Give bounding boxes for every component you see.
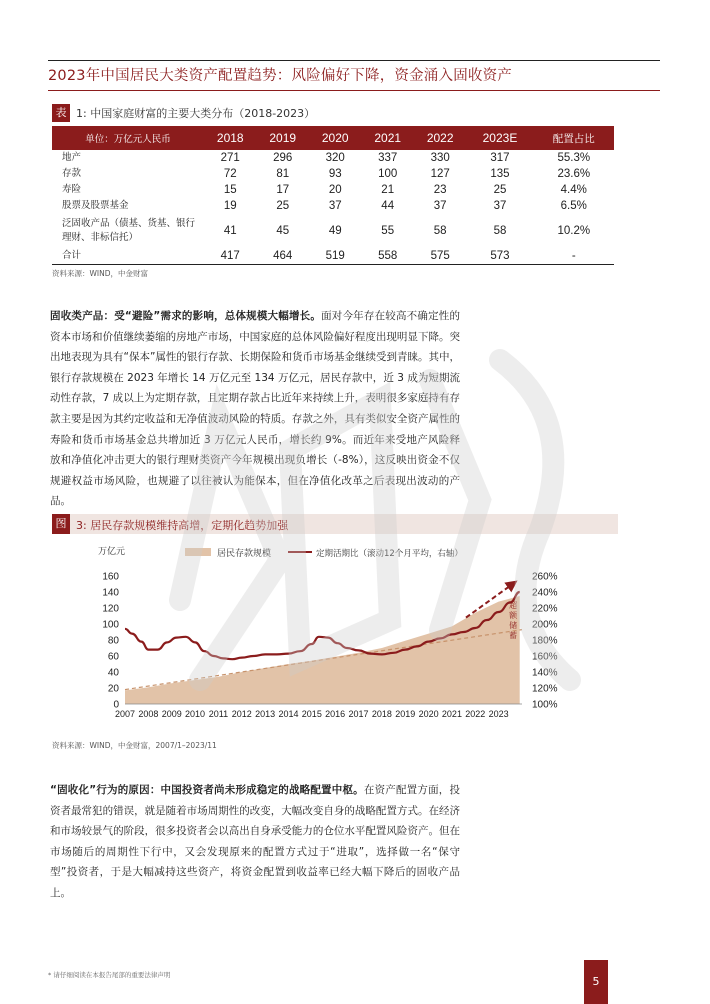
column-header: 2020: [309, 126, 361, 150]
table-cell: 58: [493, 225, 507, 237]
table-cell: 25: [276, 200, 290, 212]
y2-tick-label: 200%: [532, 619, 558, 631]
y-tick-label: 100: [102, 619, 119, 631]
table-cell: 135: [490, 168, 510, 180]
unit-header: 单位：万亿元人民币: [52, 126, 204, 150]
row-label: 合计: [52, 248, 204, 265]
table-header-row: [52, 126, 614, 150]
table-cell: 44: [381, 200, 395, 212]
table-row-total: [52, 248, 614, 265]
table-cell: 41: [223, 225, 237, 237]
table-cell: 23: [433, 184, 447, 196]
table-cell: 17: [276, 184, 290, 196]
table-caption: [76, 105, 315, 121]
x-tick-label: 2014: [278, 709, 299, 719]
table-cell: 127: [430, 168, 450, 180]
table-row: [52, 166, 614, 182]
table-cell: 330: [430, 152, 450, 164]
paragraph-fixed-income: [50, 306, 460, 512]
table-cell: 37: [433, 200, 447, 212]
paragraph-body: 在资产配置方面，投资者最常犯的错误，就是随着市场周期性的改变，大幅改变自身的战略配置方式。在经济和市场较景气的阶段，很多投资者会以高出自身承受能力的仓位水平配置风险资产。但在市场随后的周期性下行中，又会发现原来的配置方式过于“进取”，选择做一名“保守型”投资者，于是大幅减持这些资产，将资金配置到收益率已经大幅下降后的固收产品上。: [50, 784, 460, 899]
table-cell: 37: [493, 200, 507, 212]
row-label: 泛固收产品（债基、货基、银行理财、非标信托）: [62, 218, 196, 243]
table-cell: 21: [381, 184, 395, 196]
x-tick-label: 2016: [325, 709, 346, 719]
footer-disclaimer: * 请仔细阅读在本报告尾部的重要法律声明: [48, 971, 171, 979]
table-cell: 296: [273, 152, 293, 164]
y-tick-label: 60: [107, 651, 119, 663]
row-label: 地产: [62, 152, 82, 163]
x-tick-label: 2017: [348, 709, 369, 719]
x-tick-label: 2008: [138, 709, 159, 719]
column-header: 2022: [414, 126, 466, 150]
y-axis-unit: 万亿元: [98, 547, 126, 557]
table-cell: 25: [493, 184, 507, 196]
x-tick-label: 2021: [441, 709, 462, 719]
table-cell: 271: [220, 152, 240, 164]
table-cell: 519: [309, 248, 361, 265]
table-cell: 575: [414, 248, 466, 265]
y-tick-label: 40: [107, 667, 119, 679]
table-cell: 93: [328, 168, 342, 180]
x-tick-label: 2015: [301, 709, 322, 719]
figure-number: 3:: [76, 519, 87, 532]
x-tick-label: 2009: [161, 709, 182, 719]
x-tick-label: 2019: [395, 709, 416, 719]
x-tick-label: 2013: [255, 709, 276, 719]
paragraph-reasons: [50, 780, 460, 904]
table-cell: 37: [328, 200, 342, 212]
table-row: [52, 198, 614, 214]
y2-tick-label: 140%: [532, 667, 558, 679]
deposit-chart: [80, 538, 570, 724]
table-cell: 23.6%: [557, 168, 591, 180]
y-tick-label: 20: [107, 683, 119, 695]
y2-tick-label: 240%: [532, 587, 558, 599]
paragraph-lead: “固收化”行为的原因：中国投资者尚未形成稳定的战略配置中枢。: [50, 784, 364, 796]
row-label: 股票及股票基金: [62, 200, 129, 211]
annotation-char: 蓄: [509, 631, 518, 640]
table-cell: 45: [276, 225, 290, 237]
x-tick-label: 2018: [371, 709, 392, 719]
y-tick-label: 160: [102, 571, 119, 583]
table-cell: 55.3%: [557, 152, 591, 164]
annotation-char: 超: [509, 601, 518, 610]
y2-tick-label: 100%: [532, 699, 558, 711]
figure-tag: 图: [52, 514, 70, 534]
table-cell: 558: [361, 248, 413, 265]
table-number: 1:: [76, 107, 87, 120]
legend-label-deposits: 居民存款规模: [217, 549, 272, 559]
y-tick-label: 120: [102, 603, 119, 615]
table-cell: 100: [378, 168, 398, 180]
x-tick-label: 2023: [488, 709, 509, 719]
table-cell: 49: [328, 225, 342, 237]
figure-caption: [76, 517, 288, 533]
x-tick-label: 2022: [465, 709, 486, 719]
table-cell: 10.2%: [557, 225, 591, 237]
table-cell: 320: [325, 152, 345, 164]
table-cell: 72: [223, 168, 237, 180]
wealth-table: [52, 126, 614, 265]
x-tick-label: 2020: [418, 709, 439, 719]
top-rule: [48, 60, 660, 61]
legend-label-ratio: 定期活期比（滚动12个月平均，右轴）: [316, 549, 463, 559]
legend-swatch-deposits: [185, 548, 211, 556]
title-rule: [48, 90, 660, 91]
table-cell: 4.4%: [560, 184, 587, 196]
x-tick-label: 2007: [114, 709, 136, 719]
column-header: 配置占比: [534, 126, 614, 150]
y2-tick-label: 260%: [532, 571, 558, 583]
table-cell: 573: [466, 248, 533, 265]
column-header: 2019: [256, 126, 308, 150]
table-cell: 337: [378, 152, 398, 164]
y-tick-label: 80: [107, 635, 119, 647]
row-label: 寿险: [62, 184, 82, 195]
table-row: [52, 182, 614, 198]
table-row: [52, 214, 614, 248]
annotation-char: 额: [509, 611, 518, 620]
table-cell: 19: [223, 200, 237, 212]
table-cell: 81: [276, 168, 290, 180]
table-cell: 15: [223, 184, 237, 196]
row-label: 存款: [62, 168, 82, 179]
table-cell: 417: [204, 248, 256, 265]
table-cell: 20: [328, 184, 342, 196]
y-tick-label: 140: [102, 587, 119, 599]
table-source: 资料来源：WIND，中金财富: [52, 269, 149, 278]
table-cell: 6.5%: [560, 200, 587, 212]
column-header: 2018: [204, 126, 256, 150]
y-tick-label: 0: [113, 699, 119, 711]
table-tag: 表: [52, 104, 70, 122]
x-tick-label: 2011: [208, 709, 229, 719]
paragraph-lead: 固收类产品：受“避险”需求的影响，总体规模大幅增长。: [50, 310, 322, 322]
figure-caption-text: 居民存款规模维持高增，定期化趋势加强: [90, 519, 289, 532]
y2-tick-label: 160%: [532, 651, 558, 663]
page-title: 2023年中国居民大类资产配置趋势：风险偏好下降，资金涌入固收资产: [48, 68, 512, 84]
paragraph-body: 面对今年存在较高不确定性的资本市场和价值继续萎缩的房地产市场，中国家庭的总体风险偏好程度出现明显下降。突出地表现为具有“保本”属性的银行存款、长期保险和货币市场基金继续受到青睐。其中，银行存款规模在 2023 年增长 14 万亿元至 134 万亿元，居民存款中，近 3 成为短期流动性存款，7 成以上为定期存款，且定期存款占比近年来持续上升，表明很多家庭持有存款主要是因为其约定收益和无净值波动风险的特质。存款之外，具有类似安全资产属性的寿险和货币市场基金总共增加近 3 万亿元人民币，增长约 9%。而近年来受地产风险释放和净值化冲击更大的银行理财类资产今年规模出现负增长（-8%），这反映出资金不仅规避权益市场风险，也规避了以往被认为能保本，但在净值化改革之后表现出波动的产品。: [50, 310, 460, 508]
area-series-deposits: [125, 596, 520, 704]
x-tick-label: 2012: [231, 709, 252, 719]
annotation-char: 储: [509, 621, 518, 630]
table-cell: 317: [490, 152, 510, 164]
figure-source: 资料来源：WIND，中金财富，2007/1–2023/11: [52, 741, 217, 750]
y2-tick-label: 180%: [532, 635, 558, 647]
table-cell: 464: [256, 248, 308, 265]
y2-tick-label: 220%: [532, 603, 558, 615]
table-cell: 55: [381, 225, 395, 237]
table-cell: 58: [433, 225, 447, 237]
page-number: 5: [584, 960, 608, 1004]
table-cell: -: [534, 248, 614, 265]
column-header: 2021: [361, 126, 413, 150]
x-tick-label: 2010: [185, 709, 206, 719]
table-row: [52, 150, 614, 166]
y2-tick-label: 120%: [532, 683, 558, 695]
column-header: 2023E: [466, 126, 533, 150]
table-caption-text: 中国家庭财富的主要大类分布（2018-2023）: [90, 107, 316, 120]
